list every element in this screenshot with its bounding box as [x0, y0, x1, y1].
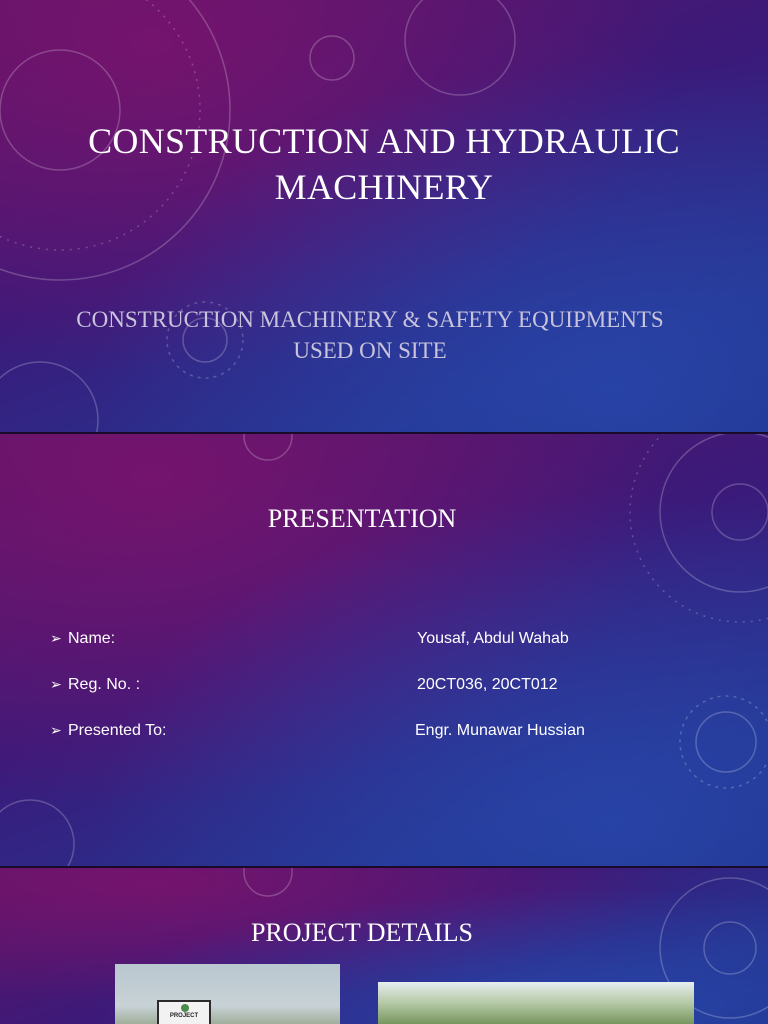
reg-value: 20CT036, 20CT012: [417, 676, 558, 693]
presented-to-value: Engr. Munawar Hussian: [415, 722, 585, 739]
name-row: [50, 630, 700, 654]
project-details-title: PROJECT DETAILS: [250, 918, 474, 947]
presented-to-row: [50, 722, 700, 746]
circle-decoration: [0, 0, 768, 432]
site-trees-photo: [378, 982, 694, 1024]
arrow-bullet-icon: ➢: [50, 676, 62, 692]
main-title: CONSTRUCTION AND HYDRAULIC MACHINERY: [88, 121, 680, 207]
name-value: Yousaf, Abdul Wahab: [417, 630, 569, 647]
reg-row: [50, 676, 700, 700]
name-label: Name:: [68, 630, 116, 647]
sign-text: PROJECT: [169, 1013, 199, 1019]
presentation-slide: [0, 432, 768, 866]
presentation-title: PRESENTATION: [267, 504, 457, 533]
presented-to-label: Presented To:: [68, 722, 167, 739]
project-details-slide: [0, 866, 768, 1024]
logo-icon: [181, 1004, 189, 1012]
arrow-bullet-icon: ➢: [50, 630, 62, 646]
project-sign: [157, 1000, 211, 1024]
arrow-bullet-icon: ➢: [50, 722, 62, 738]
project-sign-photo: [115, 964, 340, 1024]
reg-label: Reg. No. :: [68, 676, 141, 693]
title-slide: [0, 0, 768, 432]
main-subtitle: CONSTRUCTION MACHINERY & SAFETY EQUIPMENTS USED ON SITE: [76, 307, 664, 363]
